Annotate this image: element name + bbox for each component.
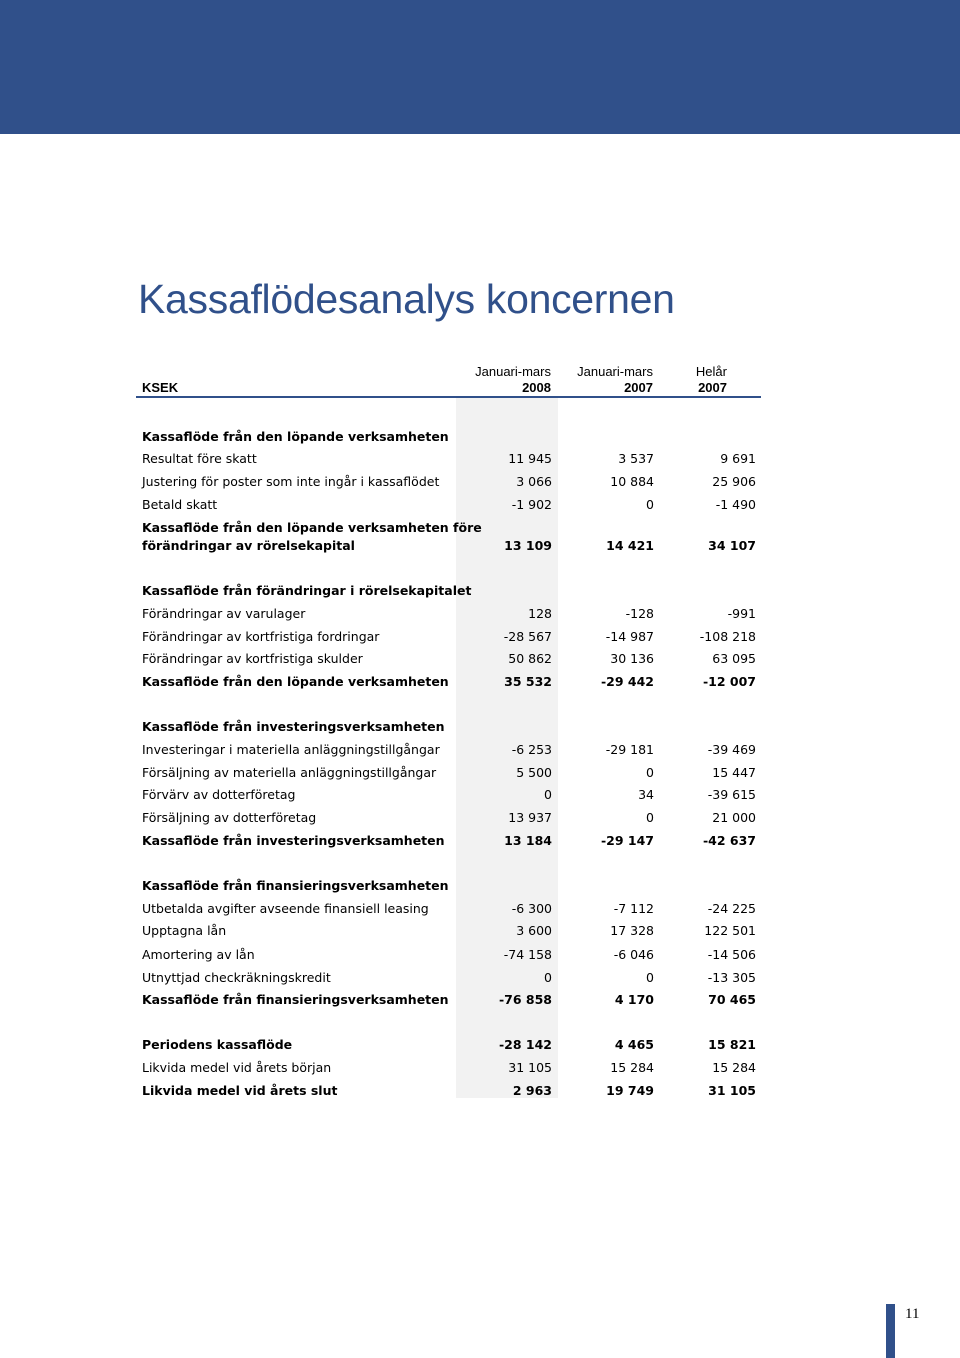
row-label: [142, 496, 217, 514]
row-label-line: Förändringar av kortfristiga skulder: [142, 651, 363, 666]
column-header-2-period: Januari-mars: [577, 364, 653, 379]
row-label-line: förändringar av rörelsekapital: [142, 538, 355, 553]
row-value-col-2: -29 181: [605, 742, 654, 757]
row-value-col-1: -74 158: [503, 947, 552, 962]
row-label: [142, 473, 439, 491]
table-row: [142, 809, 758, 827]
table-row: [142, 1059, 758, 1077]
row-label-line: Likvida medel vid årets slut: [142, 1083, 338, 1098]
row-value-col-3: -14 506: [707, 947, 756, 962]
row-label-line: Kassaflöde från den löpande verksamheten: [142, 429, 449, 444]
row-value-col-3: 21 000: [712, 810, 756, 825]
row-label: [142, 922, 226, 940]
row-value-col-2: 0: [646, 765, 654, 780]
row-label: [142, 650, 363, 668]
row-value-col-3: -108 218: [699, 629, 756, 644]
row-value-col-1: 3 066: [516, 474, 552, 489]
table-row: [142, 428, 758, 446]
table-row: [142, 450, 758, 468]
row-value-col-2: 14 421: [606, 538, 654, 553]
row-label: [142, 969, 331, 987]
row-value-col-1: 0: [544, 970, 552, 985]
table-row: [142, 741, 758, 759]
row-value-col-3: 15 821: [708, 1037, 756, 1052]
table-row: [142, 605, 758, 623]
row-value-col-1: 35 532: [504, 674, 552, 689]
row-label: [142, 991, 449, 1009]
row-value-col-3: 31 105: [708, 1083, 756, 1098]
row-label-line: Utbetalda avgifter avseende finansiell leasing: [142, 901, 429, 916]
row-value-col-2: -14 987: [605, 629, 654, 644]
row-value-col-2: -128: [625, 606, 654, 621]
table-row: [142, 1082, 758, 1100]
row-label-line: Kassaflöde från den löpande verksamheten före: [142, 520, 482, 535]
row-value-col-3: 122 501: [704, 923, 756, 938]
row-label: [142, 832, 445, 850]
table-row: [142, 650, 758, 668]
row-value-col-3: 63 095: [712, 651, 756, 666]
row-value-col-1: -76 858: [498, 992, 552, 1007]
row-label: [142, 1082, 337, 1100]
table-row: [142, 900, 758, 918]
table-row: [142, 473, 758, 491]
row-value-col-3: 15 447: [712, 765, 756, 780]
row-label-line: Förvärv av dotterföretag: [142, 787, 296, 802]
row-label: [142, 877, 449, 895]
row-value-col-2: 30 136: [610, 651, 654, 666]
row-label: [142, 900, 429, 918]
column-header-2-year: 2007: [624, 380, 653, 395]
row-value-col-1: -28 142: [498, 1037, 552, 1052]
row-value-col-1: 0: [544, 787, 552, 802]
row-label-line: Justering för poster som inte ingår i kassaflödet: [142, 474, 440, 489]
row-label: [142, 605, 305, 623]
column-header-3-period: Helår: [695, 364, 727, 379]
row-label: [142, 764, 436, 782]
row-value-col-1: 128: [528, 606, 552, 621]
row-value-col-3: -39 615: [707, 787, 756, 802]
row-value-col-1: 50 862: [508, 651, 552, 666]
row-value-col-3: -24 225: [707, 901, 756, 916]
row-label-line: Periodens kassaflöde: [142, 1037, 293, 1052]
row-label-line: Kassaflöde från finansieringsverksamheten: [142, 992, 449, 1007]
column-header-3: [617, 364, 727, 396]
table-row: [142, 718, 758, 736]
row-label: [142, 786, 295, 804]
table-row: [142, 877, 758, 895]
row-label-line: Kassaflöde från investeringsverksamheten: [142, 833, 445, 848]
table-row: [142, 628, 758, 646]
row-value-col-3: 9 691: [720, 451, 756, 466]
row-value-col-1: 2 963: [512, 1083, 552, 1098]
row-label: [142, 582, 471, 600]
table-row: [142, 946, 758, 964]
row-label-line: Kassaflöde från investeringsverksamheten: [142, 719, 445, 734]
row-value-col-3: -39 469: [707, 742, 756, 757]
header-band: [0, 0, 960, 134]
column-header-1-period: Januari-mars: [475, 364, 551, 379]
row-label-line: Förändringar av kortfristiga fordringar: [142, 629, 380, 644]
row-value-col-2: -6 046: [613, 947, 654, 962]
row-value-col-3: 25 906: [712, 474, 756, 489]
row-label: [142, 741, 440, 759]
table-row: [142, 991, 758, 1009]
row-label-line: Betald skatt: [142, 497, 218, 512]
page-title: Kassaflödesanalys koncernen: [138, 276, 675, 322]
column-header-1-year: 2008: [522, 380, 551, 395]
row-value-col-2: -29 147: [600, 833, 654, 848]
row-value-col-2: -29 442: [600, 674, 654, 689]
row-value-col-1: 13 109: [504, 538, 552, 553]
row-label: [142, 1036, 292, 1054]
table-row: [142, 582, 758, 600]
row-value-col-1: -6 300: [511, 901, 552, 916]
row-label: [142, 450, 257, 468]
row-label-line: Försäljning av materiella anläggningstillgångar: [142, 765, 437, 780]
unit-label: KSEK: [142, 380, 179, 395]
row-value-col-3: -42 637: [702, 833, 756, 848]
table-row: [142, 786, 758, 804]
table-row: [142, 496, 758, 514]
row-value-col-2: 0: [646, 810, 654, 825]
row-value-col-1: 11 945: [508, 451, 552, 466]
row-label: [142, 809, 316, 827]
row-value-col-2: 34: [638, 787, 654, 802]
row-value-col-2: 19 749: [606, 1083, 654, 1098]
row-label: [142, 628, 379, 646]
row-value-col-3: -12 007: [702, 674, 756, 689]
table-row: [142, 922, 758, 940]
row-label-line: Amortering av lån: [142, 947, 255, 962]
row-value-col-2: 0: [646, 970, 654, 985]
row-value-col-3: 34 107: [708, 538, 756, 553]
table-row: [142, 969, 758, 987]
row-value-col-1: -6 253: [511, 742, 552, 757]
row-label-line: Förändringar av varulager: [142, 606, 306, 621]
row-label-line: Resultat före skatt: [142, 451, 257, 466]
row-value-col-2: 10 884: [610, 474, 654, 489]
row-label-line: Kassaflöde från den löpande verksamheten: [142, 674, 449, 689]
row-label-line: Försäljning av dotterföretag: [142, 810, 317, 825]
row-value-col-2: 15 284: [610, 1060, 654, 1075]
row-value-col-2: 4 465: [614, 1037, 654, 1052]
table-row: [142, 1036, 758, 1054]
row-label: [142, 946, 255, 964]
row-value-col-2: 3 537: [618, 451, 654, 466]
table-row: [142, 673, 758, 691]
row-value-col-2: -7 112: [613, 901, 654, 916]
row-value-col-2: 4 170: [614, 992, 654, 1007]
row-value-col-1: 31 105: [508, 1060, 552, 1075]
table-row: [142, 519, 758, 555]
row-value-col-1: 5 500: [516, 765, 552, 780]
row-label: [142, 1059, 331, 1077]
row-value-col-2: 17 328: [610, 923, 654, 938]
row-label-line: Utnyttjad checkräkningskredit: [142, 970, 331, 985]
row-value-col-3: -1 490: [715, 497, 756, 512]
header-rule: [136, 396, 761, 398]
row-value-col-1: -1 902: [511, 497, 552, 512]
table-row: [142, 832, 758, 850]
row-label: [142, 673, 449, 691]
table-row: [142, 764, 758, 782]
row-label: [142, 428, 449, 446]
row-value-col-1: -28 567: [503, 629, 552, 644]
page-number: 11: [905, 1306, 920, 1322]
row-value-col-3: -13 305: [707, 970, 756, 985]
row-value-col-3: -991: [727, 606, 756, 621]
row-label: [142, 519, 482, 555]
row-value-col-1: 13 184: [504, 833, 552, 848]
row-value-col-2: 0: [646, 497, 654, 512]
page-number-bar: [886, 1304, 895, 1358]
row-label-line: Upptagna lån: [142, 923, 227, 938]
column-header-3-year: 2007: [698, 380, 727, 395]
column-header-1: [441, 364, 551, 396]
row-value-col-3: 15 284: [712, 1060, 756, 1075]
row-label-line: Likvida medel vid årets början: [142, 1060, 332, 1075]
row-value-col-3: 70 465: [708, 992, 756, 1007]
row-label-line: Kassaflöde från förändringar i rörelsekapitalet: [142, 583, 472, 598]
row-label: [142, 718, 445, 736]
row-value-col-1: 3 600: [516, 923, 552, 938]
row-label-line: Kassaflöde från finansieringsverksamheten: [142, 878, 449, 893]
row-value-col-1: 13 937: [508, 810, 552, 825]
row-label-line: Investeringar i materiella anläggningstillgångar: [142, 742, 440, 757]
